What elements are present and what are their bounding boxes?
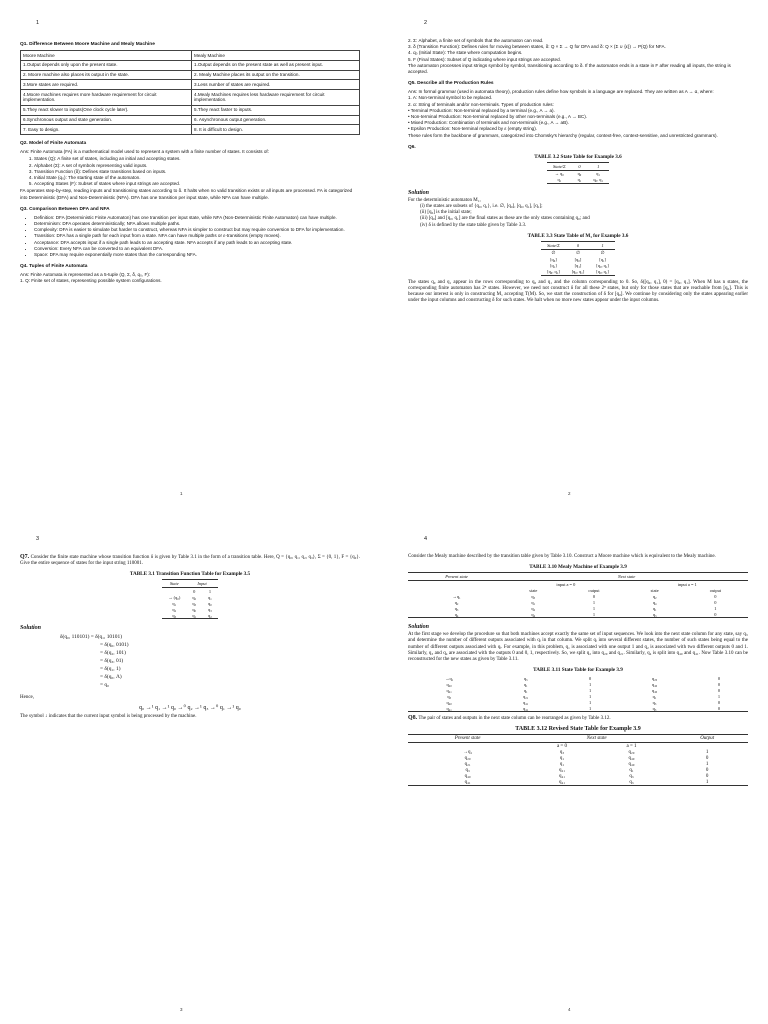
mealy-table-3-10 — [408, 572, 748, 618]
table-cell: q₃ — [627, 611, 683, 618]
table-cell: 0 — [705, 773, 709, 779]
list-item: • Definition: DFA (Deterministic Finite Automaton) has one transition per input state, while NFA (Non-Deterministic Finite Automaton) can have multiple. — [34, 215, 360, 221]
table-cell: 2. Mealy Machine places its output on the transition. — [192, 70, 360, 80]
table-cell: q₁ — [172, 600, 177, 606]
state-table-3-3 — [541, 241, 615, 276]
table-cell: q₁ — [572, 177, 588, 184]
table-cell: q₄₀ — [628, 755, 635, 761]
table-cell: q₀ — [208, 600, 212, 606]
list-item: • Conversion: Every NFA can be converted to an equivalent DFA. — [34, 246, 360, 252]
solution-text: At the first stage we develop the procedure so that both machines accept exactly the same set of input sequences. We look into the next state column for any state, say qᵢ, and determine the number of different outputs associated with qᵢ in that column. We split qᵢ into several different states, the number of such states being equal to the number of different outputs associated with qᵢ. For example, in this problem, q₁ is associated with one output 1 and q₂ is associated with two different outputs 0 and 1. Similarly, q₃ and q₄ are associated with the outputs 0 and 0, 1, respectively. So, we split q₂ into q₂₀ and q₂₁. Similarly, q₄ is split into q₄₀ and q₄₁. Now Table 3.10 can be reconstructed for the new states as given by Table 3.11. — [408, 632, 748, 663]
table-cell: q₂ — [454, 599, 459, 605]
table-cell: 1 — [561, 705, 619, 712]
table-header: 0 — [566, 241, 591, 249]
table-cell: 1 — [717, 693, 721, 699]
list-item: • Transition: DFA has a single path for each input from a state. NFA can have multiple paths or ε-transitions (empty moves). — [34, 233, 360, 239]
page-4 — [388, 516, 768, 1024]
table-header: Present state — [408, 735, 527, 743]
table-caption: TABLE 3.1 Transition Function Table for Example 3.5 — [129, 571, 251, 578]
table-cell: q₄₀ — [628, 761, 635, 767]
tuple-item: 3. δ (Transition Function): Defines rules for moving between states, δ: Q × Σ → Q for DFA and δ: Q × (Σ ∪ {ε}) → P(Q) for NFA. — [408, 44, 666, 50]
q4-item: 1. Q: Finite set of states, representing possible system configurations. — [20, 278, 162, 284]
solution-item: (ii) [q₀] is the initial state; — [420, 210, 472, 216]
table-subheader: output — [709, 587, 722, 593]
table-header: 0 — [193, 588, 196, 594]
tuple-item: 5. F (Final States): Subset of Q indicating where input strings are accepted. — [408, 56, 561, 62]
table-cell: q₂ — [192, 594, 197, 600]
state-table-3-2 — [547, 162, 609, 184]
table-cell: q₃ — [465, 767, 470, 773]
table-cell: 1 — [592, 605, 596, 611]
page-1 — [0, 0, 380, 508]
table-cell: 1 — [714, 605, 717, 611]
table-caption: TABLE 3.2 State Table for Example 3.6 — [534, 153, 622, 160]
table-cell: q₁ — [208, 594, 212, 600]
table-cell: [q₀] — [574, 257, 582, 263]
table-header: 1 — [590, 241, 615, 249]
table-cell: [q₀, q₁] — [590, 269, 615, 276]
list-item: • Complexity: DFA is easier to simulate but harder to construct, whereas NFA is simpler to construct but may require conversion to DFA for implementation. — [34, 227, 360, 233]
table-cell: 6. Asynchronous output generation. — [192, 115, 360, 125]
table-subheader: output — [588, 587, 600, 593]
table-cell: [q₀, q₁] — [541, 269, 566, 276]
page-footer-number: 3 — [180, 1007, 183, 1012]
list-item: • Space: DFA may require exponentially more states than the corresponding NFA. — [34, 252, 360, 258]
table-cell: [q₁] — [574, 263, 582, 269]
solution-label: Solution — [408, 624, 430, 631]
table-cell: → (q₀) — [168, 594, 181, 600]
q5-item: • Terminal Production: Non-terminal replaced by a terminal (e.g., A → a). — [408, 107, 555, 113]
q7-title: Q7. — [20, 554, 30, 560]
mealy-intro: Consider the Mealy machine described by the transition table given by Table 3.10. Construct a Moore machine which is equivalent to the Mealy machine. — [408, 554, 716, 559]
table-cell: q₄₁ — [408, 779, 527, 786]
table-cell: q₄₀ — [651, 687, 658, 693]
list-item: 3. Transition Function (δ): Defines state transitions based on inputs. — [34, 169, 360, 175]
table-cell: q₄₁ — [523, 699, 529, 705]
table-cell: q₃ — [619, 705, 690, 712]
table-cell: [q₀] — [550, 257, 557, 263]
table-cell: 1 — [589, 687, 592, 693]
page-number: 2 — [424, 20, 428, 26]
table-cell: 0 — [714, 599, 717, 605]
moore-mealy-table — [20, 50, 360, 135]
table-cell: 1 — [561, 611, 626, 618]
list-item: 2. Alphabet (Σ): A set of symbols representing valid inputs. — [34, 163, 360, 169]
table-cell: ∅ — [551, 250, 556, 256]
table-cell: q₂₁ — [446, 687, 452, 693]
table-cell: q₄₁ — [490, 705, 561, 712]
table-cell: 0 — [717, 675, 721, 681]
table-cell: [q₀, q₁] — [596, 263, 609, 269]
table-cell: ∅ — [600, 250, 605, 256]
q5-item: • Non-terminal Production: Non-terminal replaced by other non-terminals (e.g., A → BC). — [408, 114, 588, 120]
q5-title: Q5. Describe all the Production Rules — [408, 81, 494, 87]
table-cell: 0 — [717, 687, 721, 693]
table-cell: 0 — [683, 611, 748, 618]
table-caption: TABLE 3.11 State Table for Example 3.9 — [533, 667, 623, 674]
table-cell: q₁ — [559, 755, 565, 761]
table-cell: q₁ — [652, 693, 657, 699]
table-cell: q₄₀ — [464, 773, 471, 779]
derivation-step: = δ(q₂, 101) — [100, 650, 126, 657]
table-caption: TABLE 3.12 Revised State Table for Example 3.9 — [515, 726, 641, 733]
table-cell: 0 — [589, 675, 592, 681]
table-header: 1 — [208, 588, 212, 594]
q4-intro: Ans: Finite Automata is represented as a 5-tuple (Q, Σ, δ, q₀, F): — [20, 272, 151, 278]
table-subheader: input a = 0 — [556, 581, 576, 587]
table-cell: q₄₁ — [558, 773, 565, 779]
table-cell: 3.More states are required. — [21, 80, 192, 90]
table-cell: q₀ — [192, 606, 197, 612]
table-subheader: a = 1 — [626, 743, 637, 749]
table-cell: q₂ — [202, 612, 218, 619]
table-header: Next state — [527, 735, 666, 743]
table-cell: 0 — [717, 699, 721, 705]
solution-label: Solution — [408, 189, 430, 196]
table-cell: q₄ — [652, 599, 657, 605]
table-cell: 3.Less number of states are required. — [192, 80, 360, 90]
table-cell: 5.They react slower to inputs(One clock cycle later). — [21, 105, 192, 115]
table-cell: q₃ — [629, 773, 634, 779]
table-cell: q₂ — [652, 593, 657, 599]
q5-item: • Mixed Production: Combination of terminals and non-terminals (e.g., A → aB). — [408, 120, 569, 126]
table-cell: 0 — [705, 755, 709, 761]
tuple-item: 2. Σ: Alphabet, a finite set of symbols that the automaton can read. — [408, 38, 544, 43]
q7-block — [20, 554, 360, 567]
table-cell: q₁ — [559, 761, 565, 767]
q2-intro: Ans: Finite Automata (FA) is a mathematical model used to represent a system with a finite number of states. It consists of: — [20, 149, 269, 155]
table-cell: → q₀ — [554, 171, 564, 177]
solution-closing: The states q₀ and q₁ appear in the rows corresponding to q₀ and q₁ and the column corresponding to 0. So, δ([q₀, q₁], 0) = [q₀, q₁]. When M has n states, the corresponding finite automaton has 2ⁿ states. However, we need not construct δ for all these 2ⁿ states, but only for those states that are reachable from [q₀]. This is because our interest is only in constructing M₁ accepting T(M). So, we start the construction of δ for [q₀]. We continue by considering only the states appearing earlier under the input columns and constructing δ for such states. We halt when no more new states appear under the input columns. — [408, 279, 748, 304]
table-cell: ∅ — [576, 250, 580, 256]
table-cell: q₃ — [162, 612, 186, 619]
table-cell: q₂₀ — [464, 755, 471, 761]
table-cell: q₂₁ — [464, 761, 471, 767]
q1-title: Q1. Difference Between Moore Machine and Mealy Machine — [20, 42, 155, 47]
q3-title: Q3. Comparison Between DFA and NFA — [20, 206, 110, 212]
table-cell: 1 — [592, 599, 596, 605]
page-number: 1 — [36, 20, 40, 26]
table-cell: q₄₀ — [446, 699, 452, 705]
table-cell: [q₁] — [550, 263, 557, 269]
table-cell: q₃ — [597, 779, 667, 786]
table-cell: →q₁ — [445, 675, 454, 681]
transition-table-3-1 — [162, 579, 218, 619]
table-cell: [q₁] — [599, 257, 606, 263]
table-cell: →q₁ — [452, 593, 461, 599]
table-cell: q₁ — [186, 612, 202, 619]
table-cell: 0 — [717, 681, 721, 687]
table-cell: 4.Moore machines requires more hardware requirement for circuit implementation. — [21, 90, 192, 106]
table-cell: q₁ — [523, 681, 528, 687]
table-cell: q₁ — [629, 767, 634, 773]
list-item: • Acceptance: DFA accepts input if a single path leads to an accepting state. NFA accepts if any path leads to an accepting state. — [34, 240, 360, 246]
q3-list — [20, 215, 360, 258]
page-footer-number: 2 — [568, 491, 571, 496]
table-cell: q₃ — [208, 606, 212, 612]
table-cell: q₃ — [652, 699, 657, 705]
table-cell: 1.Output depends on the present state as well as present input. — [192, 60, 360, 70]
q8-text: The pair of states and outputs in the next state column can be rearranged as given by Table 3.12. — [418, 716, 611, 722]
solution-intro: For the deterministic automaton M₁, — [408, 197, 481, 203]
table-cell: 1 — [589, 699, 592, 705]
table-header: Mealy Machine — [192, 51, 360, 61]
q8-title: Q8. — [408, 715, 418, 722]
revised-table-3-12 — [408, 734, 748, 786]
table-subheader: a = 0 — [556, 743, 567, 749]
table-cell: q₃ — [531, 593, 536, 599]
q2-list — [20, 156, 360, 187]
table-cell: 8. It is difficult to design. — [192, 125, 360, 135]
table-cell: 4.Mealy Machines requires less hardware requirement for circuit implementation. — [192, 90, 360, 106]
derivation-step: = q₀ — [100, 682, 109, 689]
table-header: Moore Machine — [21, 51, 192, 61]
q2-body: FA operates step-by-step, reading inputs and transitioning states according to δ. It halts when no valid transition exists or all inputs are processed. FA is categorized into Deterministic (DFA) and Non-Deterministic (NFA). DFA has one transition per input state, while NFA can have multiple. — [20, 188, 353, 200]
table-cell: 5.They react faster to inputs. — [192, 105, 360, 115]
derivation-step: = δ(q₀, 0101) — [100, 642, 129, 649]
q5-item: 1. A: Non-terminal symbol to be replaced. — [408, 95, 493, 101]
table-cell: q₁ — [547, 177, 572, 184]
page-number: 3 — [36, 536, 40, 542]
table-cell: q₂₀ — [446, 681, 452, 687]
page-2 — [388, 0, 768, 508]
page-footer-number: 1 — [180, 491, 183, 496]
q7-text: Consider the finite state machine whose transition function δ is given by Table 3.1 in the form of a transition table. Here, Q = {q₀, q₁, q₂, q₃}, Σ = {0, 1}, F = {q₀}. Give the entire sequence of states for the input string 110001. — [20, 555, 360, 567]
table-cell: q₁ — [531, 599, 536, 605]
derivation-step: δ(q₀, 110101) = δ(q₁, 10101) — [60, 634, 122, 641]
derivation-step: = δ(q₀, Λ) — [100, 674, 122, 681]
table-cell: q₀, q₁ — [587, 177, 609, 184]
table-caption: TABLE 3.10 Mealy Machine of Example 3.9 — [529, 564, 627, 571]
table-cell: q₂₀ — [628, 749, 635, 755]
table-cell: q₂ — [531, 605, 536, 611]
symbol-note: The symbol ↓ indicates that the current input symbol is being processed by the machine. — [20, 713, 197, 719]
table-cell: 7. Easy to design. — [21, 125, 192, 135]
solution-item: (iv) δ is defined by the state table given by Table 3.3. — [420, 222, 527, 228]
q6-title: Q6. — [408, 144, 416, 150]
table-cell: q₃ — [559, 749, 565, 755]
table-cell: q₁ — [596, 171, 601, 177]
state-sequence: q₀ →¹ q₁ →¹ q₀ →⁰ q₂ →¹ q₃ →⁰ q₁ →¹ q₀ — [139, 704, 241, 711]
derivation — [20, 633, 360, 689]
q5-intro: Ans: In formal grammar (used in automata theory), production rules define how symbols in a language are replaced. They are written as A → α, where: — [408, 89, 714, 95]
table-cell: 1 — [705, 761, 709, 767]
solution-item: (iii) [q₀] and [q₀, q₁] are the final states as these are the only states containing q₀; and — [420, 216, 590, 222]
q4-title: Q4. Tuples of Finite Automata — [20, 264, 88, 270]
list-item: • Determinism: DFA operates deterministically; NFA allows multiple paths. — [34, 221, 360, 227]
list-item: 5. Accepting States (F): Subset of states where input strings are accepted. — [34, 181, 360, 187]
table-cell: q₂₁ — [558, 767, 565, 773]
table-header: 0 — [572, 162, 588, 170]
table-cell: 1.Output depends only upon the present state. — [21, 60, 192, 70]
solution-item: (i) the states are subsets of {q₀, q₁}, i.e. ∅, [q₀], [q₀, q₁], [q₁]; — [420, 204, 543, 210]
table-cell: q₀ — [577, 171, 582, 177]
table-cell: 1 — [589, 681, 592, 687]
state-table-3-11 — [408, 675, 748, 712]
q5-item: 2. α: String of terminals and/or non-terminals. Types of production rules: — [408, 101, 554, 107]
table-cell: q₄₁ — [527, 779, 597, 786]
table-subheader: input a = 1 — [677, 581, 697, 587]
q5-body: These rules form the backbone of grammars, categorized into Chomsky's hierarchy (regular, context-free, context-sensitive, and unrestricted grammars). — [408, 132, 718, 138]
table-header: State/Σ — [541, 241, 566, 249]
list-item: 4. Initial State (q₀): The starting state of the automaton. — [34, 175, 360, 181]
table-header: State/Σ — [547, 162, 572, 170]
derivation-step: = δ(q₁, 1) — [100, 666, 121, 673]
q8-block — [408, 715, 748, 722]
table-subheader: state — [650, 587, 659, 593]
table-subheader: state — [529, 587, 538, 593]
solution-label: Solution — [20, 625, 42, 632]
table-caption: TABLE 3.3 State Table of M₁ for Example 3.6 — [527, 232, 629, 239]
table-cell: 6.Synchronous output and state generation. — [21, 115, 192, 125]
table-cell: [q₀, q₁] — [566, 269, 591, 276]
table-cell: q₁ — [523, 687, 528, 693]
table-cell: q₂₀ — [651, 675, 658, 681]
table-header: Next state — [505, 573, 748, 581]
table-cell: →q₁ — [462, 749, 473, 755]
table-cell: 1 — [666, 779, 748, 786]
page-number: 4 — [424, 536, 428, 542]
table-cell: q₄₀ — [651, 681, 658, 687]
q5-item: • Epsilon Production: Non-terminal replaced by ε (empty string). — [408, 126, 538, 132]
table-header: 1 — [587, 162, 609, 170]
table-header: Input — [186, 580, 217, 588]
table-cell: q₂₁ — [523, 693, 529, 699]
table-cell: q₃ — [523, 675, 528, 681]
table-cell: q₃ — [192, 600, 197, 606]
table-cell: q₄ — [408, 611, 505, 618]
q2-title: Q2. Model of Finite Automata — [20, 141, 87, 147]
table-header: State — [162, 580, 186, 588]
table-cell: q₃ — [447, 693, 452, 699]
table-cell: q₄ — [505, 611, 561, 618]
table-cell: 1 — [589, 693, 592, 699]
hence-label: Hence, — [20, 695, 35, 701]
table-cell: q₄₁ — [408, 705, 490, 712]
table-cell: 0 — [592, 593, 596, 599]
table-cell: q₃ — [454, 605, 459, 611]
table-header: Present state — [408, 573, 505, 581]
table-cell: 0 — [705, 767, 709, 773]
page-3 — [0, 516, 380, 1024]
tuple-summary: The automaton processes input strings symbol by symbol, transitioning according to δ. If the automaton ends in a state in F after reading all inputs, the string is accepted. — [408, 62, 731, 75]
table-cell: q₁ — [652, 605, 657, 611]
list-item: 1. States (Q): A finite set of states, including an initial and accepting states. — [34, 156, 360, 162]
table-cell: 0 — [690, 705, 748, 712]
derivation-step: = δ(q₃, 01) — [100, 658, 124, 665]
table-cell: 2. Moore machine also places its output in the state. — [21, 70, 192, 80]
page-footer-number: 4 — [568, 1007, 571, 1012]
table-cell: 1 — [705, 749, 709, 755]
table-header: Output — [666, 735, 748, 743]
tuple-item: 4. q₀ (Initial State): The state where computation begins. — [408, 50, 523, 56]
table-cell: q₂ — [172, 606, 177, 612]
table-cell: 0 — [714, 593, 717, 599]
